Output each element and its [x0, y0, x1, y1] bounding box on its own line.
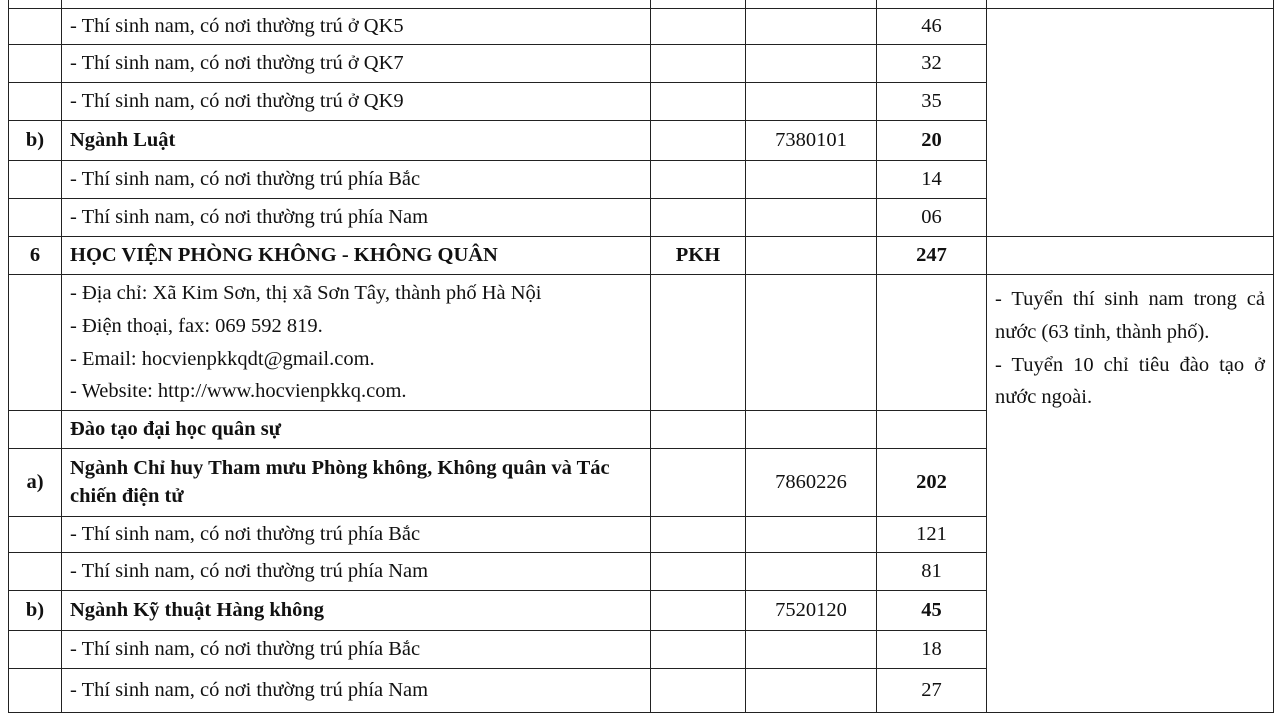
quota: [877, 411, 987, 449]
school-code: [651, 0, 746, 9]
notes-cell: [987, 237, 1274, 275]
contact-line: - Email: hocvienpkkqdt@gmail.com.: [70, 347, 375, 370]
major-code: [746, 45, 877, 83]
school-code: [651, 449, 746, 517]
contact-line: - Địa chỉ: Xã Kim Sơn, thị xã Sơn Tây, thành phố Hà Nội: [70, 281, 542, 304]
row-index: [9, 631, 62, 669]
row-index: [9, 669, 62, 713]
major-code: 7520120: [746, 591, 877, 631]
row-index: [9, 275, 62, 411]
school-code: [651, 199, 746, 237]
program-name: Ngành Kỹ thuật Hàng không: [62, 591, 651, 631]
major-code: 7860226: [746, 449, 877, 517]
program-name: [62, 0, 651, 9]
quota: 121: [877, 517, 987, 553]
quota: 45: [877, 591, 987, 631]
notes-cell: [987, 0, 1274, 9]
school-code: [651, 161, 746, 199]
major-code: 7380101: [746, 121, 877, 161]
school-code: [651, 83, 746, 121]
note-line: - Tuyển 10 chỉ tiêu đào tạo ở nước ngoài.: [995, 353, 1265, 409]
program-name: - Thí sinh nam, có nơi thường trú phía Nam: [62, 199, 651, 237]
school-code: [651, 517, 746, 553]
row-index: [9, 0, 62, 9]
row-index: a): [9, 449, 62, 517]
major-code: [746, 0, 877, 9]
table-row: [9, 275, 1274, 411]
major-code: [746, 517, 877, 553]
major-code: [746, 161, 877, 199]
contact-line: - Điện thoại, fax: 069 592 819.: [70, 314, 323, 337]
row-index: [9, 83, 62, 121]
row-index: [9, 45, 62, 83]
school-code: [651, 45, 746, 83]
program-name: HỌC VIỆN PHÒNG KHÔNG - KHÔNG QUÂN: [62, 237, 651, 275]
quota: [877, 0, 987, 9]
program-name: - Thí sinh nam, có nơi thường trú ở QK7: [62, 45, 651, 83]
major-code: [746, 669, 877, 713]
row-index: [9, 517, 62, 553]
program-name: - Thí sinh nam, có nơi thường trú phía Bắc: [62, 161, 651, 199]
school-code: [651, 669, 746, 713]
notes-cell: [987, 275, 1274, 713]
notes-cell: [987, 9, 1274, 237]
major-code: [746, 631, 877, 669]
program-name: Ngành Luật: [62, 121, 651, 161]
quota: 46: [877, 9, 987, 45]
program-name: - Thí sinh nam, có nơi thường trú ở QK9: [62, 83, 651, 121]
major-code: [746, 199, 877, 237]
school-code: [651, 9, 746, 45]
quota: 35: [877, 83, 987, 121]
quota: 247: [877, 237, 987, 275]
row-index: [9, 199, 62, 237]
school-code: PKH: [651, 237, 746, 275]
quota: 202: [877, 449, 987, 517]
program-name: - Thí sinh nam, có nơi thường trú phía Nam: [62, 669, 651, 713]
program-name: - Thí sinh nam, có nơi thường trú ở QK5: [62, 9, 651, 45]
table-row: [9, 9, 1274, 45]
row-index: [9, 411, 62, 449]
row-index: b): [9, 121, 62, 161]
school-code: [651, 411, 746, 449]
quota: [877, 275, 987, 411]
contact-line: - Website: http://www.hocvienpkkq.com.: [70, 380, 407, 403]
program-name: - Thí sinh nam, có nơi thường trú phía Bắc: [62, 517, 651, 553]
major-code: [746, 9, 877, 45]
quota: 14: [877, 161, 987, 199]
quota: 32: [877, 45, 987, 83]
row-index: 6: [9, 237, 62, 275]
school-code: [651, 631, 746, 669]
row-index: [9, 161, 62, 199]
quota: 06: [877, 199, 987, 237]
table-row: [9, 237, 1274, 275]
contact-info: [62, 275, 651, 411]
note-line: - Tuyển thí sinh nam trong cả nước (63 tỉnh, thành phố).: [995, 288, 1265, 343]
quota: 20: [877, 121, 987, 161]
admission-quota-table: [8, 0, 1274, 713]
program-name: Đào tạo đại học quân sự: [62, 411, 651, 449]
program-name: Ngành Chỉ huy Tham mưu Phòng không, Không quân và Tác chiến điện tử: [62, 449, 651, 517]
quota: 81: [877, 553, 987, 591]
school-code: [651, 275, 746, 411]
row-index: [9, 553, 62, 591]
row-index: b): [9, 591, 62, 631]
school-code: [651, 591, 746, 631]
program-name: - Thí sinh nam, có nơi thường trú phía Nam: [62, 553, 651, 591]
row-index: [9, 9, 62, 45]
major-code: [746, 275, 877, 411]
quota: 18: [877, 631, 987, 669]
major-code: [746, 83, 877, 121]
table-row: [9, 0, 1274, 9]
program-name: - Thí sinh nam, có nơi thường trú phía Bắc: [62, 631, 651, 669]
major-code: [746, 553, 877, 591]
major-code: [746, 411, 877, 449]
major-code: [746, 237, 877, 275]
quota: 27: [877, 669, 987, 713]
school-code: [651, 553, 746, 591]
school-code: [651, 121, 746, 161]
